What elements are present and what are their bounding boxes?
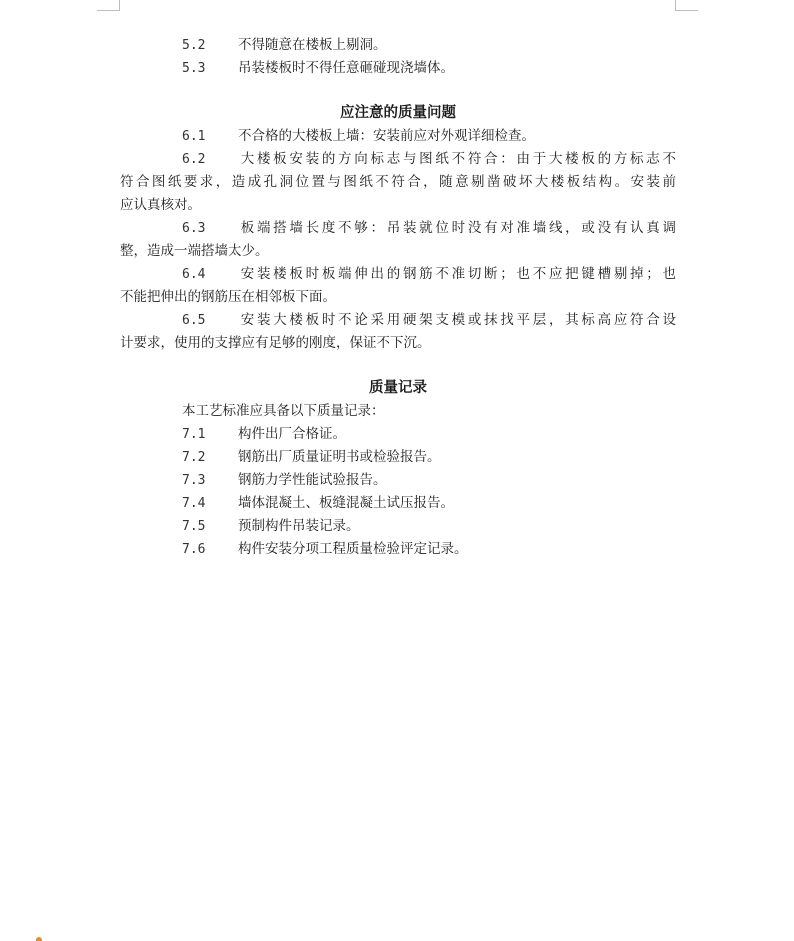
item-text: 构件安装分项工程质量检验评定记录。 bbox=[238, 541, 468, 557]
item-number: 7.6 bbox=[182, 542, 206, 557]
section-heading: 应注意的质量问题 bbox=[340, 105, 456, 121]
document-body bbox=[120, 34, 676, 561]
item-text: 不合格的大楼板上墙：安装前应对外观详细检查。 bbox=[238, 128, 535, 144]
item-text: 板端搭墙长度不够：吊装就位时没有对准墙线，或没有认真调 bbox=[238, 220, 676, 236]
list-item bbox=[120, 125, 676, 148]
paragraph-line: 符合图纸要求，造成孔洞位置与图纸不符合，随意剔凿破坏大楼板结构。安装前 bbox=[120, 174, 676, 190]
section-intro: 本工艺标准应具备以下质量记录： bbox=[182, 403, 385, 419]
item-text: 不得随意在楼板上剔洞。 bbox=[238, 37, 387, 53]
item-number: 7.5 bbox=[182, 519, 206, 534]
item-number: 6.1 bbox=[182, 129, 206, 144]
list-item bbox=[120, 492, 676, 515]
list-item bbox=[120, 469, 676, 492]
page-corner-mark-top-right bbox=[675, 0, 698, 11]
paragraph-item bbox=[120, 148, 676, 217]
item-text: 预制构件吊装记录。 bbox=[238, 518, 360, 534]
paragraph-item bbox=[120, 309, 676, 355]
paragraph-item bbox=[120, 263, 676, 309]
item-number: 5.2 bbox=[182, 38, 206, 53]
item-number: 7.1 bbox=[182, 427, 206, 442]
paragraph-line: 不能把伸出的钢筋压在相邻板下面。 bbox=[120, 289, 336, 305]
item-number: 6.5 bbox=[182, 313, 206, 328]
item-text: 安装大楼板时不论采用硬架支模或抹找平层，其标高应符合设 bbox=[238, 312, 676, 328]
item-number: 7.4 bbox=[182, 496, 206, 511]
item-text: 钢筋出厂质量证明书或检验报告。 bbox=[238, 449, 441, 465]
paragraph-line: 计要求，使用的支撑应有足够的刚度，保证不下沉。 bbox=[120, 335, 431, 351]
page-corner-mark-top-left bbox=[97, 0, 120, 11]
item-text: 墙体混凝土、板缝混凝土试压报告。 bbox=[238, 495, 454, 511]
paragraph-line bbox=[120, 263, 676, 286]
item-text: 钢筋力学性能试验报告。 bbox=[238, 472, 387, 488]
item-text: 构件出厂合格证。 bbox=[238, 426, 346, 442]
paragraph-line bbox=[120, 309, 676, 332]
item-text: 吊装楼板时不得任意砸碰现浇墙体。 bbox=[238, 60, 454, 76]
list-item bbox=[120, 446, 676, 469]
list-item bbox=[120, 538, 676, 561]
item-number: 7.2 bbox=[182, 450, 206, 465]
item-number: 5.3 bbox=[182, 61, 206, 76]
paragraph-line bbox=[120, 148, 676, 171]
paragraph-line bbox=[120, 217, 676, 240]
paragraph-line: 应认真核对。 bbox=[120, 197, 201, 213]
item-text: 安装楼板时板端伸出的钢筋不准切断；也不应把键槽剔掉；也 bbox=[238, 266, 676, 282]
list-item bbox=[120, 423, 676, 446]
paragraph-item bbox=[120, 217, 676, 263]
item-number: 6.4 bbox=[182, 267, 206, 282]
section-heading: 质量记录 bbox=[369, 380, 427, 396]
item-number: 7.3 bbox=[182, 473, 206, 488]
item-number: 6.3 bbox=[182, 221, 206, 236]
list-item bbox=[120, 515, 676, 538]
item-number: 6.2 bbox=[182, 152, 206, 167]
paragraph-line: 整，造成一端搭墙太少。 bbox=[120, 243, 269, 259]
item-text: 大楼板安装的方向标志与图纸不符合：由于大楼板的方标志不 bbox=[238, 151, 676, 167]
list-item bbox=[120, 34, 676, 57]
list-item bbox=[120, 57, 676, 80]
status-indicator-mark bbox=[36, 937, 42, 941]
